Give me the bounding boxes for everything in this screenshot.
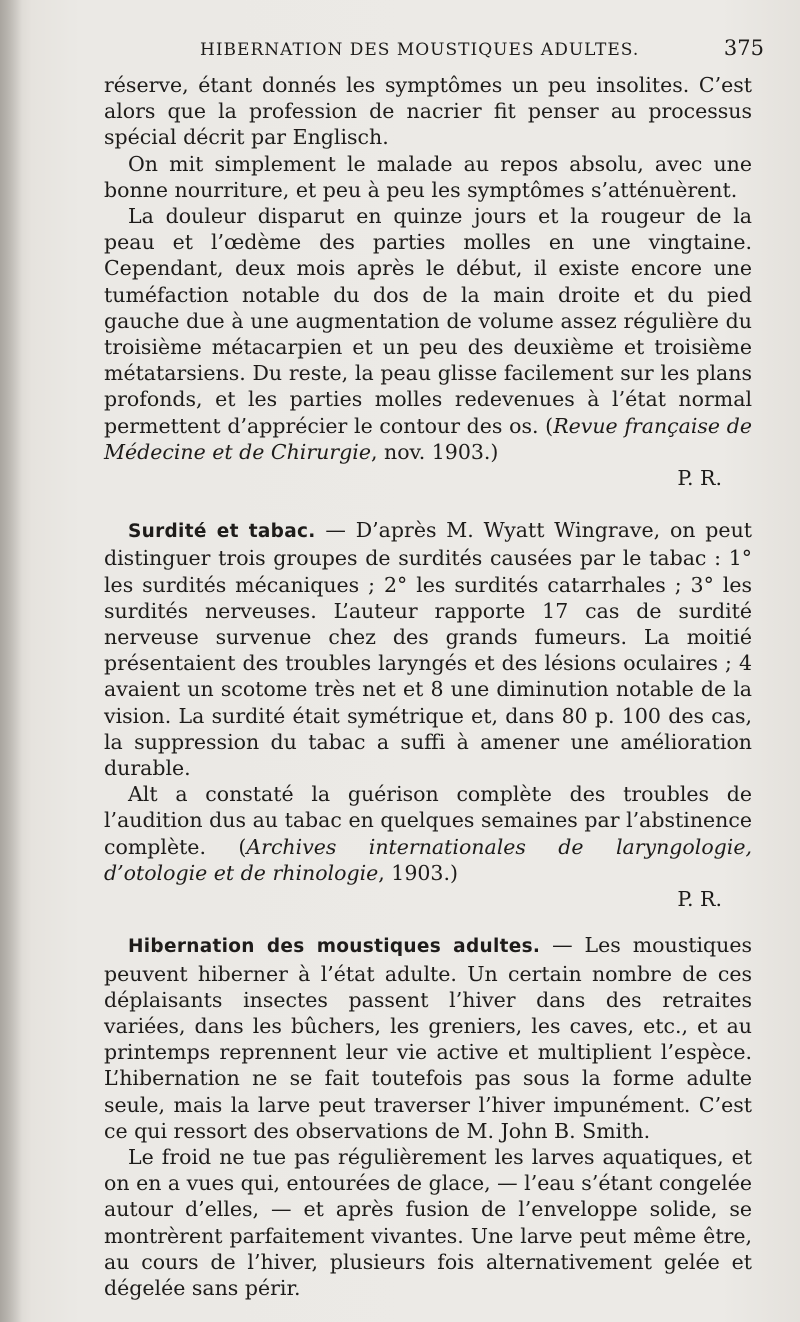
section-heading: Surdité et tabac. (128, 521, 316, 543)
paragraph: On mit simplement le malade au repos absolu, avec une bonne nourriture, et peu à peu les symptômes s’atténuèrent. (104, 151, 752, 202)
page-number: 375 (723, 36, 764, 60)
running-title: HIBERNATION DES MOUSTIQUES ADULTES. (200, 40, 640, 60)
page-header (200, 36, 764, 60)
article-body (104, 72, 752, 1301)
author-signature: P. R. (677, 466, 722, 491)
citation-date: , nov. 1903.) (370, 439, 499, 464)
paragraph (104, 932, 752, 1144)
paragraph (104, 203, 752, 465)
journal-citation: Archives internationales de laryngologie, d’otologie et de rhinologie (104, 834, 752, 885)
author-signature: P. R. (677, 887, 722, 912)
binding-shadow (0, 0, 22, 1322)
journal-citation: Revue française de Médecine et de Chirurgie (104, 413, 752, 464)
paragraph: réserve, étant donnés les symptômes un peu insolites. C’est alors que la profession de nacrier fit penser au processus spécial décrit par Englisch. (104, 73, 752, 150)
paragraph-text: — D’après M. Wyatt Wingrave, on peut distinguer trois groupes de surdités causées par le tabac : 1° les surdités mécaniques ; 2° les surdités catarrhales ; 3° les surdités nerveuses. L’auteur rapporte 17 cas de surdité nerveuse survenue chez des grands fumeurs. La moitié présentaient des troubles laryngés et des lésions oculaires ; 4 avaient un scotome très net et 8 une diminution notable de la vision. La surdité était symétrique et, dans 80 p. 100 des cas, la suppression du tabac a suffi à amener une amélioration durable. (104, 518, 753, 781)
section-heading: Hibernation des moustiques adultes. (128, 936, 541, 958)
paragraph (104, 781, 752, 886)
paragraph-text: — Les moustiques peuvent hiberner à l’état adulte. Un certain nombre de ces déplaisants insectes passent l’hiver dans des retraites variées, dans les bûchers, les greniers, les caves, etc., et au printemps reprennent leur vie active et multiplient l’espèce. L’hibernation ne se fait toutefois pas sous la forme adulte seule, mais la larve peut traverser l’hiver impunément. C’est ce qui ressort des observations de M. John B. Smith. (104, 933, 753, 1143)
citation-date: , 1903.) (378, 860, 458, 885)
paragraph: Le froid ne tue pas régulièrement les larves aquatiques, et on en a vues qui, entourées de glace, — l’eau s’étant congelée autour d’elles, — et après fusion de l’enveloppe solide, se montrèrent parfaitement vivantes. Une larve peut même être, au cours de l’hiver, plusieurs fois alternativement gelée et dégelée sans périr. (104, 1144, 752, 1300)
paragraph-text: La douleur disparut en quinze jours et la rougeur de la peau et l’œdème des parties molles en une vingtaine. Cependant, deux mois après le début, il existe encore une tuméfaction notable du dos de la main droite et du pied gauche due à une augmentation de volume assez régulière du troisième métacarpien et un peu des deuxième et troisième métatarsiens. Du reste, la peau glisse facilement sur les plans profonds, et les parties molles redevenues à l’état normal permettent d’apprécier le contour des os. ( (104, 204, 752, 438)
paragraph (104, 517, 752, 781)
paragraph-text: Alt a constaté la guérison complète des troubles de l’audition dus au tabac en quelques semaines par l’abstinence complète. ( (104, 782, 752, 859)
